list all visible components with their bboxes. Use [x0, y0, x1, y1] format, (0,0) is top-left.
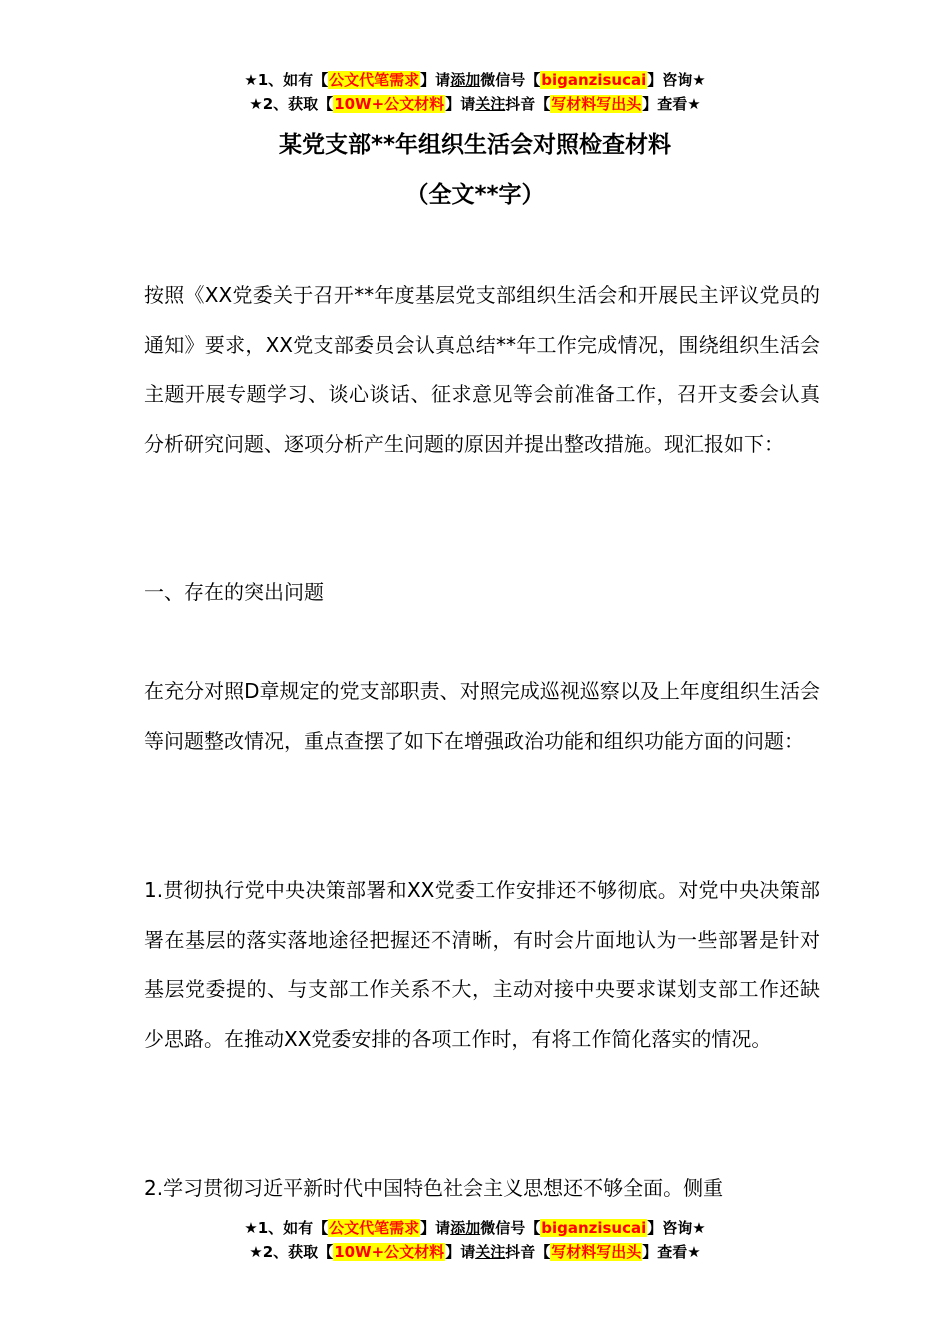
issue-paragraph-1: 1.贯彻执行党中央决策部署和XX党委工作安排还不够彻底。对党中央决策部署在基层的落实落地途径把握还不清晰，有时会片面地认为一些部署是针对基层党委提的、与支部工作关系不大，主动对接中央要求谋划支部工作还缺少思路。在推动XX党委安排的各项工作时，有将工作简化落实的情况。: [144, 878, 820, 1051]
issue-paragraph-2: 2.学习贯彻习近平新时代中国特色社会主义思想还不够全面。侧重: [144, 1176, 724, 1200]
intro-paragraph: 按照《XX党委关于召开**年度基层党支部组织生活会和开展民主评议党员的通知》要求，XX党支部委员会认真总结**年工作完成情况，围绕组织生活会主题开展专题学习、谈心谈话、征求意见等会前准备工作，召开支委会认真分析研究问题、逐项分析产生问题的原因并提出整改措施。现汇报如下：: [144, 283, 820, 456]
document-subtitle: （全文**字）: [405, 182, 545, 208]
promo-underline: 添加: [450, 1219, 481, 1237]
promo-highlight: 10W+公文材料: [334, 1243, 445, 1261]
footer-promo-banner: [0, 1216, 950, 1264]
section-heading: 一、存在的突出问题: [144, 580, 324, 604]
promo-line-1: ★1、如有【公文代笔需求】请添加微信号【biganzisucai】咨询★: [244, 71, 706, 89]
promo-line-2: ★2、获取【10W+公文材料】请关注抖音【写材料写出头】查看★: [249, 95, 701, 113]
document-title: 某党支部**年组织生活会对照检查材料: [278, 132, 672, 158]
wechat-id-highlight: biganzisucai: [541, 1219, 647, 1237]
promo-underline: 关注: [475, 1243, 506, 1261]
promo-line-2: ★2、获取【10W+公文材料】请关注抖音【写材料写出头】查看★: [249, 1243, 701, 1261]
star-icon: ★: [244, 71, 258, 89]
promo-underline: 关注: [475, 95, 506, 113]
douyin-id-highlight: 写材料写出头: [551, 1243, 642, 1261]
body-paragraph: 在充分对照D章规定的党支部职责、对照完成巡视巡察以及上年度组织生活会等问题整改情况，重点查摆了如下在增强政治功能和组织功能方面的问题：: [144, 679, 820, 753]
promo-line-1: ★1、如有【公文代笔需求】请添加微信号【biganzisucai】咨询★: [244, 1219, 706, 1237]
promo-highlight: 公文代笔需求: [329, 1219, 420, 1237]
star-icon: ★: [249, 1243, 263, 1261]
star-icon: ★: [244, 1219, 258, 1237]
star-icon: ★: [249, 95, 263, 113]
promo-underline: 添加: [450, 71, 481, 89]
promo-highlight: 10W+公文材料: [334, 95, 445, 113]
wechat-id-highlight: biganzisucai: [541, 71, 647, 89]
header-promo-banner: [0, 68, 950, 116]
douyin-id-highlight: 写材料写出头: [551, 95, 642, 113]
promo-highlight: 公文代笔需求: [329, 71, 420, 89]
